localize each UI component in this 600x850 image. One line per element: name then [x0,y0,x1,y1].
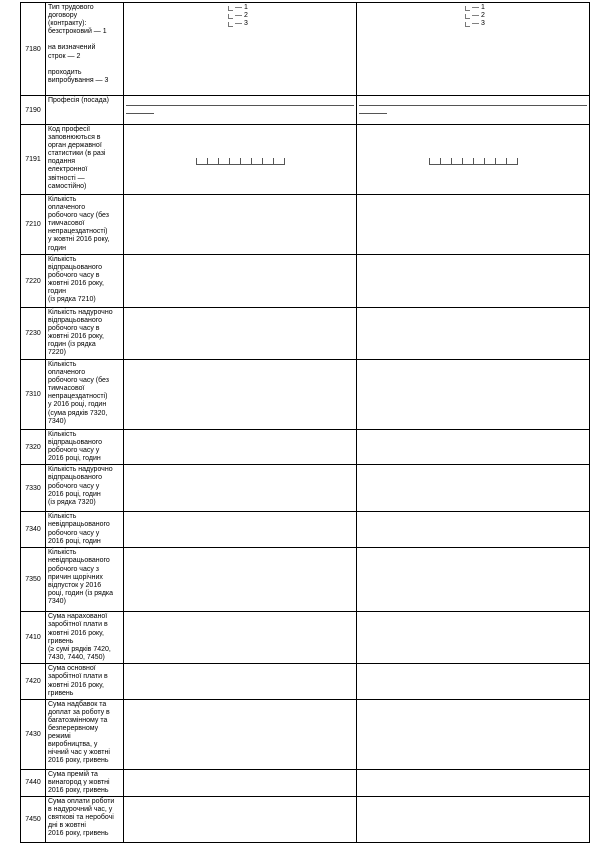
option-label: — 2 [235,12,248,19]
profession-code-cells[interactable] [357,155,589,165]
value-cell[interactable] [124,769,357,796]
row-label-text: Кількість невідпрацьованого робочого часу з причин щорічних відпусток у 2016 році, годин (із рядка 7340) [48,549,114,605]
value-cell[interactable] [124,255,357,308]
option-label: — 2 [472,12,485,19]
code-digit-cell[interactable] [273,158,285,165]
value-cell[interactable] [124,699,357,769]
row-code: 7430 [21,699,46,769]
row-label-text: Сума премій та винагород у жовтні 2016 року, гривень [48,770,110,794]
code-digit-cell[interactable] [251,158,262,165]
code-digit-cell[interactable] [218,158,229,165]
checkbox-icon[interactable] [465,22,470,27]
option-label: — 1 [472,4,485,11]
checkbox-icon[interactable] [465,6,470,11]
value-cell[interactable] [357,664,590,699]
table-row [21,195,590,255]
row-code: 7420 [21,664,46,699]
row-code: 7230 [21,308,46,360]
table-row [21,664,590,699]
code-digit-cell[interactable] [440,158,451,165]
input-line [126,105,354,106]
value-cell[interactable] [357,512,590,548]
value-cell[interactable] [357,255,590,308]
code-digit-cell[interactable] [473,158,484,165]
code-digit-cell[interactable] [229,158,240,165]
value-cell[interactable] [357,3,590,96]
checkbox-icon[interactable] [228,6,233,11]
contract-type-option[interactable] [465,4,589,12]
table-row [21,360,590,430]
row-label-text: Тип трудового договору (контракту): безстроковий — 1 на визначений строк — 2 проходить випробування — 3 [48,4,109,84]
value-cell[interactable] [124,512,357,548]
profession-input[interactable] [124,97,356,123]
row-label [46,360,124,430]
row-label-text: Сума основної заробітної плати в жовтні 2016 року, гривень [48,665,108,697]
row-code: 7190 [21,96,46,125]
row-label [46,96,124,125]
row-label-text: Кількість надурочно відпрацьованого робочого часу у 2016 році, годин (із рядка 7320) [48,466,113,506]
code-digit-cell[interactable] [429,158,440,165]
row-code: 7340 [21,512,46,548]
table-row [21,308,590,360]
code-digit-cell[interactable] [196,158,207,165]
row-label [46,512,124,548]
row-code: 7210 [21,195,46,255]
row-label [46,255,124,308]
row-label [46,612,124,664]
row-code: 7450 [21,797,46,843]
value-cell[interactable] [124,96,357,125]
table-row [21,612,590,664]
table-row [21,699,590,769]
value-cell[interactable] [357,125,590,195]
contract-type-options [357,3,589,28]
input-line [126,113,154,114]
checkbox-icon[interactable] [465,14,470,19]
row-code: 7330 [21,465,46,512]
row-label [46,548,124,612]
table-row [21,797,590,843]
row-code: 7350 [21,548,46,612]
row-label [46,769,124,796]
row-label [46,195,124,255]
value-cell[interactable] [124,797,357,843]
row-label-text: Сума оплати роботи в надурочний час, у святкові та неробочі дні в жовтні 2016 року, гривень [48,798,115,838]
contract-type-option[interactable] [228,20,356,28]
code-digit-cell[interactable] [495,158,506,165]
row-label-text: Кількість надурочно відпрацьованого робочого часу в жовтні 2016 року, годин (із рядка 7220) [48,309,113,357]
checkbox-icon[interactable] [228,22,233,27]
table-row [21,769,590,796]
value-cell[interactable] [124,360,357,430]
form-table [20,2,590,843]
row-label-text: Кількість оплаченого робочого часу (без тимчасової непрацездатності) у 2016 році, годин (сума рядків 7320, 7340) [48,361,110,425]
value-cell[interactable] [357,465,590,512]
row-code: 7410 [21,612,46,664]
row-code: 7440 [21,769,46,796]
contract-type-option[interactable] [465,12,589,20]
row-code: 7310 [21,360,46,430]
code-digit-cell[interactable] [462,158,473,165]
value-cell[interactable] [124,3,357,96]
contract-type-options [124,3,356,28]
contract-type-option[interactable] [465,20,589,28]
table-row [21,3,590,96]
value-cell[interactable] [357,612,590,664]
option-label: — 1 [235,4,248,11]
value-cell[interactable] [357,548,590,612]
contract-type-option[interactable] [228,12,356,20]
option-label: — 3 [235,20,248,27]
value-cell[interactable] [357,699,590,769]
code-digit-cell[interactable] [484,158,495,165]
value-cell[interactable] [124,612,357,664]
row-label [46,797,124,843]
row-label-text: Кількість оплаченого робочого часу (без тимчасової непрацездатності) у жовтні 2016 року, годин [48,196,110,252]
row-label [46,3,124,96]
row-code: 7191 [21,125,46,195]
table-row [21,430,590,465]
value-cell[interactable] [124,465,357,512]
table-row [21,255,590,308]
row-label-text: Кількість відпрацьованого робочого часу у 2016 році, годин [48,431,103,463]
code-digit-cell[interactable] [262,158,273,165]
row-label [46,465,124,512]
checkbox-icon[interactable] [228,14,233,19]
table-row [21,125,590,195]
value-cell[interactable] [357,430,590,465]
value-cell[interactable] [124,125,357,195]
row-label [46,308,124,360]
table-row [21,465,590,512]
value-cell[interactable] [124,195,357,255]
value-cell[interactable] [357,308,590,360]
value-cell[interactable] [357,96,590,125]
contract-type-option[interactable] [228,4,356,12]
value-cell[interactable] [357,360,590,430]
profession-code-cells[interactable] [124,155,356,165]
code-digit-cell[interactable] [506,158,518,165]
value-cell[interactable] [124,308,357,360]
value-cell[interactable] [124,548,357,612]
table-row [21,548,590,612]
row-code: 7220 [21,255,46,308]
table-row [21,96,590,125]
row-label-text: Сума надбавок та доплат за роботу в багатозмінному та безперервному режимі виробництва, у нічний час у жовтні 2016 року, гривень [48,700,110,765]
value-cell[interactable] [124,664,357,699]
code-digit-cell[interactable] [207,158,218,165]
option-label: — 3 [472,20,485,27]
value-cell[interactable] [357,769,590,796]
profession-input[interactable] [357,97,589,123]
row-label-text: Кількість відпрацьованого робочого часу в жовтні 2016 року, годин (із рядка 7210) [48,256,104,304]
row-code: 7180 [21,3,46,96]
value-cell[interactable] [124,430,357,465]
value-cell[interactable] [357,797,590,843]
value-cell[interactable] [357,195,590,255]
table-row [21,512,590,548]
input-line [359,105,587,106]
row-label [46,699,124,769]
code-digit-cell[interactable] [240,158,251,165]
row-label [46,664,124,699]
row-code: 7320 [21,430,46,465]
row-label [46,430,124,465]
row-label-text: Сума нарахованої заробітної плати в жовтні 2016 року, гривень (≥ сумі рядків 7420, 7430, 7440, 7450) [48,613,111,661]
row-label-text: Код професії заповнюються в орган державної статистики (в разі подання електронної звітності — самостійно) [48,126,106,190]
row-label-text: Професія (посада) [48,97,109,104]
code-digit-cell[interactable] [451,158,462,165]
row-label [46,125,124,195]
input-line [359,113,387,114]
row-label-text: Кількість невідпрацьованого робочого часу у 2016 році, годин [48,513,110,545]
